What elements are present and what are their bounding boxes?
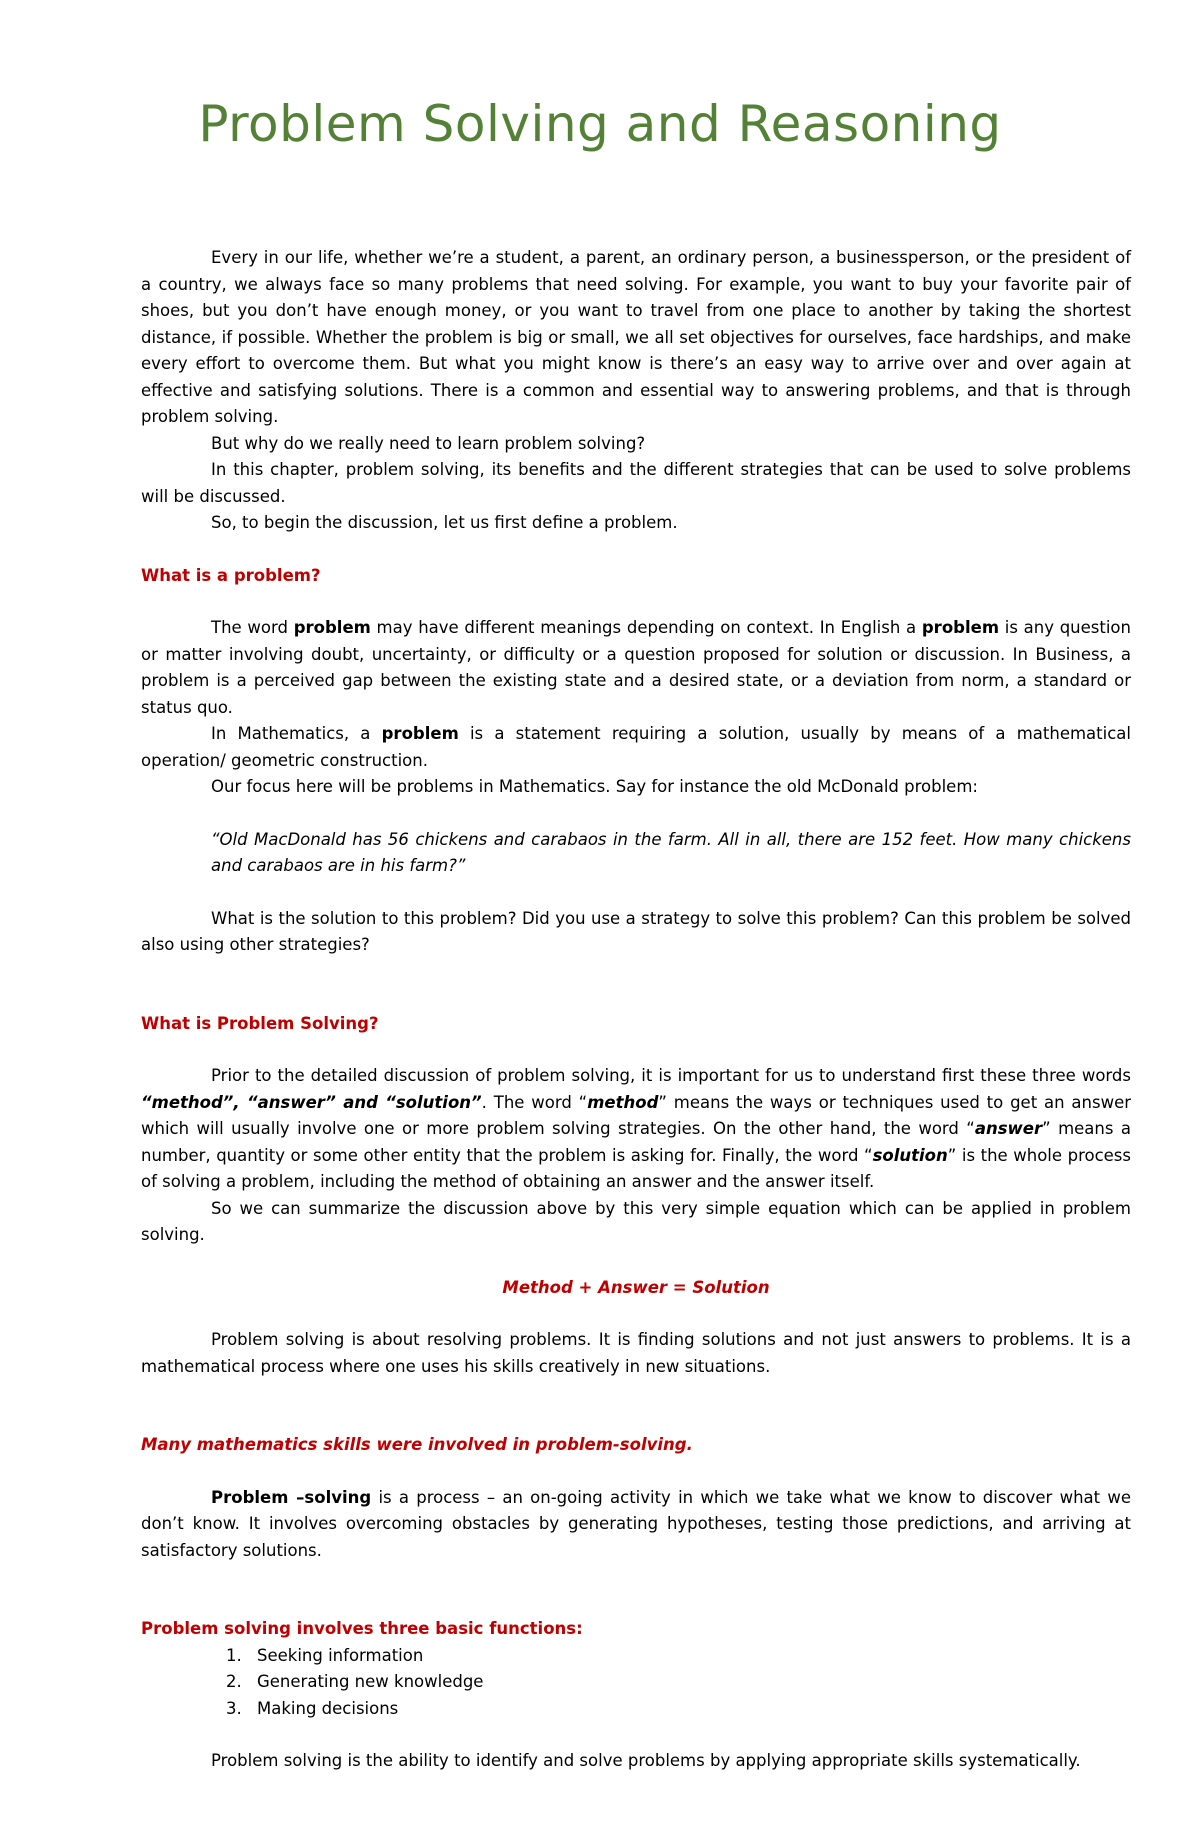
ability-paragraph: Problem solving is the ability to identify and solve problems by applying appropriate skills systematically. [211, 1751, 1081, 1770]
intro-paragraph-1: Every in our life, whether we’re a student, a parent, an ordinary person, a businessperson, or the president of a country, we always face so many problems that need solving. For example, you want to buy your favorite pair of shoes, but you don’t have enough money, or you want to travel from one place to another by taking the shortest distance, if possible. Whether the problem is big or small, we all set objectives for ourselves, face hardships, and make every effort to overcome them. But what you might know is there’s an easy way to arrive over and over again at effective and satisfying solutions. There is a common and essential way to answering problems, and that is through problem solving. [141, 248, 1131, 426]
page-title: Problem Solving and Reasoning [198, 95, 1002, 153]
focus-paragraph: Our focus here will be problems in Mathematics. Say for instance the old McDonald problem: [211, 777, 978, 796]
solution-equation: Method + Answer = Solution [502, 1277, 770, 1297]
list-item: 3. Making decisions [247, 1696, 1131, 1723]
problem-definition-paragraph: The word problem may have different meanings depending on context. In English a problem is any question or matter involving doubt, uncertainty, or difficulty or a question proposed for solution or discussion. In Business, a problem is a perceived gap between the existing state and a desired state, or a deviation from norm, a standard or status quo. [141, 618, 1131, 717]
math-problem-paragraph: In Mathematics, a problem is a statement requiring a solution, usually by means of a mathematical operation/ geometric construction. [141, 724, 1131, 770]
intro-paragraph-4: So, to begin the discussion, let us first define a problem. [211, 513, 678, 532]
process-paragraph: Problem –solving is a process – an on-going activity in which we take what we know to discover what we don’t know. It involves overcoming obstacles by generating hypotheses, testing those predictions, and arriving at satisfactory solutions. [141, 1487, 1131, 1560]
solution-question-paragraph: What is the solution to this problem? Did you use a strategy to solve this problem? Can this problem be solved also using other strategies? [141, 908, 1131, 954]
section-heading-what-is-a-problem: What is a problem? [141, 565, 321, 585]
intro-paragraph-2: But why do we really need to learn problem solving? [211, 433, 646, 453]
section-heading-three-functions: Problem solving involves three basic functions: [141, 1619, 583, 1638]
section-heading-math-skills: Many mathematics skills were involved in problem-solving. [141, 1435, 693, 1454]
list-item: 2. Generating new knowledge [247, 1669, 1131, 1696]
method-answer-solution-paragraph: Prior to the detailed discussion of problem solving, it is important for us to understand first these three words “method”, “answer” and “solution”. The word “method” means the ways or techniques used to get an answer which will usually involve one or more problem solving strategies. On the other hand, the word “answer” means a number, quantity or some other entity that the problem is asking for. Finally, the word “solution” is the whole process of solving a problem, including the method of obtaining an answer and the answer itself. [141, 1066, 1132, 1191]
macdonald-quote: “Old MacDonald has 56 chickens and carabaos in the farm. All in all, there are 152 feet. How many chickens and carabaos are in his farm?” [211, 829, 1131, 875]
summary-paragraph: So we can summarize the discussion above by this very simple equation which can be applied in problem solving. [141, 1198, 1131, 1244]
resolving-problems-paragraph: Problem solving is about resolving problems. It is finding solutions and not just answers to problems. It is a mathematical process where one uses his skills creatively in new situations. [141, 1330, 1131, 1376]
section-heading-what-is-problem-solving: What is Problem Solving? [141, 1013, 379, 1033]
intro-paragraph-3: In this chapter, problem solving, its benefits and the different strategies that can be used to solve problems will be discussed. [141, 460, 1131, 506]
functions-list [141, 1643, 1131, 1723]
list-item: 1. Seeking information [247, 1643, 1131, 1670]
document-body [141, 245, 1131, 1775]
